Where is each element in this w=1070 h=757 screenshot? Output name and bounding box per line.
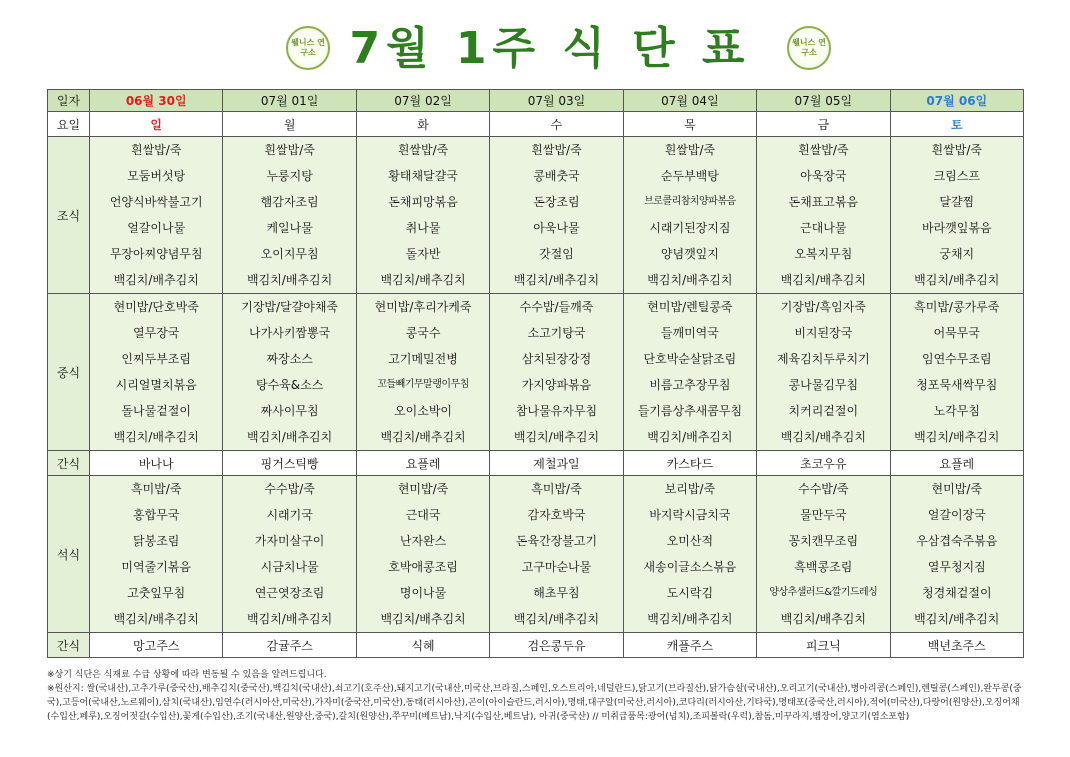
menu-table [47, 89, 1024, 658]
meal-item: 나가사키짬뽕국 [249, 326, 331, 340]
lunch-cell [490, 294, 623, 451]
meal-item: 크림스프 [933, 169, 980, 183]
meal-item: 미역줄기볶음 [121, 560, 191, 574]
day-cell: 일 [90, 112, 223, 137]
meal-item: 돌자반 [405, 247, 441, 261]
meal-item: 근대국 [405, 508, 441, 522]
meal-item: 양상추샐러드&깔기드레싱 [769, 587, 878, 598]
meal-item-list [891, 294, 1023, 450]
breakfast-cell [890, 137, 1023, 294]
meal-item: 시래기된장지짐 [649, 221, 731, 235]
meal-item: 궁채지 [939, 247, 975, 261]
meal-item-list [891, 137, 1023, 293]
meal-item: 오미산적 [666, 534, 714, 548]
footnote-disclaimer: ※상기 식단은 식재료 수급 상황에 따라 변동될 수 있음을 알려드립니다. [47, 670, 327, 680]
date-cell: 06월 30일 [90, 90, 223, 112]
meal-item-list [624, 294, 756, 450]
meal-item: 단호박순살닭조림 [643, 352, 737, 366]
meal-item: 호박애콩조림 [388, 560, 458, 574]
footnotes [47, 668, 1024, 724]
meal-item: 오이소박이 [394, 404, 453, 418]
meal-item: 백김치/배추김치 [513, 430, 600, 444]
meal-item: 황태채달걀국 [388, 169, 458, 183]
meal-item-list [90, 294, 222, 450]
date-row-label: 일자 [48, 90, 90, 112]
meal-item: 백김치/배추김치 [780, 430, 866, 444]
meal-item: 돌나물겉절이 [121, 404, 191, 418]
day-cell: 토 [890, 112, 1023, 137]
meal-item: 백김치/배추김치 [380, 273, 466, 287]
meal-item-list [891, 476, 1023, 632]
date-cell: 07월 03일 [490, 90, 623, 112]
meal-item: 백김치/배추김치 [647, 273, 733, 287]
snack-cell: 백년초주스 [890, 633, 1023, 658]
meal-item: 백김치/배추김치 [780, 612, 866, 626]
meal-item: 고기메밀전병 [388, 352, 458, 366]
day-cell: 금 [757, 112, 890, 137]
meal-item: 순두부백탕 [660, 169, 719, 183]
lunch-cell [757, 294, 890, 451]
meal-item: 들기름상추새콤무침 [637, 404, 743, 418]
meal-item: 치커리겉절이 [788, 404, 859, 418]
meal-item: 시금치나물 [260, 560, 319, 574]
meal-item: 브로콜리참치양파볶음 [644, 196, 736, 207]
meal-item: 백김치/배추김치 [247, 612, 333, 626]
meal-item: 들깨미역국 [660, 326, 719, 340]
meal-item: 햄감자조림 [260, 195, 319, 209]
meal-item: 삼치된장강정 [521, 352, 592, 366]
meal-item-list [357, 137, 489, 293]
meal-item: 바라깻잎볶음 [921, 221, 992, 235]
meal-item: 도시락김 [666, 586, 714, 600]
snack-cell: 요플레 [890, 451, 1023, 476]
lunch-cell [90, 294, 223, 451]
dinner-cell [90, 476, 223, 633]
meal-item: 백김치/배추김치 [647, 430, 733, 444]
meal-item: 비름고추장무침 [649, 378, 731, 392]
meal-item: 탕수육&소스 [255, 378, 324, 392]
snack-cell: 카스타드 [623, 451, 756, 476]
meal-item: 현미밥/후리가케죽 [374, 300, 472, 314]
snack-row-1 [48, 451, 1024, 476]
meal-item: 흰쌀밥/죽 [531, 143, 582, 157]
day-cell: 수 [490, 112, 623, 137]
meal-item: 백김치/배추김치 [113, 612, 199, 626]
meal-item: 물만두국 [800, 508, 847, 522]
meal-item-list [490, 294, 622, 450]
meal-item: 얼갈이장국 [927, 508, 986, 522]
meal-item-list [90, 476, 222, 632]
meal-item: 시리얼멸치볶음 [115, 378, 197, 392]
meal-item: 현미밥/단호박죽 [113, 300, 199, 314]
snack-cell: 요플레 [356, 451, 489, 476]
meal-item: 고춧잎무침 [127, 586, 186, 600]
meal-item: 짜사이무침 [260, 404, 319, 418]
logo-left [286, 26, 330, 70]
meal-item: 수수밥/들깨죽 [519, 300, 594, 314]
meal-item-list [490, 476, 622, 632]
meal-item: 꽁치캔무조림 [788, 534, 859, 548]
snack-cell: 망고주스 [90, 633, 223, 658]
snack-label: 간식 [48, 451, 90, 476]
snack-cell: 바나나 [90, 451, 223, 476]
meal-item: 오복지무침 [794, 247, 853, 261]
breakfast-cell [757, 137, 890, 294]
meal-item: 어묵무국 [933, 326, 980, 340]
breakfast-cell [490, 137, 623, 294]
meal-item: 아욱장국 [800, 169, 847, 183]
meal-item: 모둠버섯탕 [127, 169, 186, 183]
meal-item: 열무청지짐 [927, 560, 986, 574]
breakfast-cell [223, 137, 356, 294]
meal-item: 열무장국 [133, 326, 180, 340]
meal-item: 백김치/배추김치 [914, 273, 1000, 287]
meal-item: 고구마순나물 [521, 560, 592, 574]
date-cell: 07월 05일 [757, 90, 890, 112]
date-row [48, 90, 1024, 112]
page-title: 7월 1주 식 단 표 [349, 23, 751, 74]
meal-item: 백김치/배추김치 [513, 273, 600, 287]
lunch-label: 중식 [48, 294, 90, 451]
meal-item: 흑미밥/죽 [531, 482, 582, 496]
meal-item: 가자미살구이 [254, 534, 325, 548]
meal-item: 수수밥/죽 [798, 482, 849, 496]
meal-item: 기장밥/달걀야채죽 [241, 300, 339, 314]
meal-item: 제육김치두루치기 [776, 352, 870, 366]
meal-item-list [757, 294, 889, 450]
meal-item: 돈육간장불고기 [515, 534, 598, 548]
lunch-row [48, 294, 1024, 451]
meal-item: 소고기탕국 [527, 326, 586, 340]
snack-row-2 [48, 633, 1024, 658]
meal-item: 흑미밥/콩가루죽 [914, 300, 1000, 314]
meal-item-list [223, 137, 355, 293]
meal-item: 흑미밥/죽 [131, 482, 182, 496]
meal-item-list [624, 137, 756, 293]
meal-item: 백김치/배추김치 [914, 430, 1000, 444]
meal-item: 양념깻잎지 [660, 247, 719, 261]
meal-item: 돈장조림 [533, 195, 580, 209]
lunch-cell [890, 294, 1023, 451]
date-cell: 07월 01일 [223, 90, 356, 112]
meal-item: 아욱나물 [533, 221, 580, 235]
meal-item-list [223, 294, 355, 450]
meal-item: 갓절임 [539, 247, 574, 261]
meal-item: 무장아찌양념무침 [109, 247, 203, 261]
breakfast-cell [90, 137, 223, 294]
meal-item: 흰쌀밥/죽 [264, 143, 315, 157]
breakfast-row [48, 137, 1024, 294]
day-row [48, 112, 1024, 137]
meal-item: 근대나물 [800, 221, 847, 235]
meal-item: 백김치/배추김치 [380, 430, 466, 444]
meal-item-list [757, 476, 889, 632]
meal-item: 감자호박국 [527, 508, 586, 522]
footnote-origin: ※원산지: 쌀(국내산),고추가루(중국산),배추김치(중국산),백김치(국내산),쇠고기(호주산),돼지고기(국내산,미국산,브라질,스페인,오스트리아,네덜란드),닭고기(브라질산),닭가슴살(국내산),오리고기(국내산),병아리콩(스페인),렌틸콩(스페인),완두콩(중국),고등어(국내산,노르웨이),삼치(국내산),임연수(러시아산,미국산),가자미(중국산,미국산),동태(러시아산),곤이(아이슬란드,러시아),명태,대구알(미국산,러시아),코다리(러시아산,기타국),명태포(중국산,러시아),적어(미국산),다랑어(원양산),오징어채(수입산,페루),오징어젓갈(수입산),꽃게(수입산),조기(국내산,원양산,중국),갈치(원양산),쭈꾸미(베트남),낙지(수입산,베트남), 아귀(중국산) // 미취급품목:광어(넙치),조피볼락(우럭),참돔,미꾸라지,뱀장어,양고기(염소포함) [47, 684, 1022, 722]
lunch-cell [623, 294, 756, 451]
meal-item: 백김치/배추김치 [113, 273, 199, 287]
meal-item: 꼬들빼기무말랭이무침 [377, 379, 469, 390]
meal-item: 백김치/배추김치 [380, 612, 466, 626]
meal-item: 돈채표고볶음 [788, 195, 859, 209]
meal-item-list [757, 137, 889, 293]
meal-item: 참나물유자무침 [515, 404, 598, 418]
meal-item: 백김치/배추김치 [247, 430, 333, 444]
meal-item-list [624, 476, 756, 632]
meal-item: 명이나물 [399, 586, 447, 600]
meal-item: 흰쌀밥/죽 [798, 143, 849, 157]
meal-item: 돈채피망볶음 [388, 195, 458, 209]
dinner-row [48, 476, 1024, 633]
meal-item-list [223, 476, 355, 632]
meal-item: 연근엿장조림 [254, 586, 325, 600]
meal-item: 백김치/배추김치 [647, 612, 733, 626]
meal-item: 백김치/배추김치 [914, 612, 1000, 626]
day-row-label: 요일 [48, 112, 90, 137]
breakfast-cell [356, 137, 489, 294]
meal-item: 흰쌀밥/죽 [931, 143, 982, 157]
meal-item: 청경채겉절이 [921, 586, 992, 600]
dinner-cell [490, 476, 623, 633]
meal-item: 가지양파볶음 [521, 378, 592, 392]
meal-item: 케일나물 [266, 221, 313, 235]
breakfast-cell [623, 137, 756, 294]
snack-cell: 검은콩두유 [490, 633, 623, 658]
meal-item: 현미밥/죽 [397, 482, 449, 496]
snack-label: 간식 [48, 633, 90, 658]
snack-cell: 캐플주스 [623, 633, 756, 658]
meal-item: 콩국수 [405, 326, 441, 340]
meal-item: 언양식바싹불고기 [109, 195, 203, 209]
meal-item: 해초무침 [533, 586, 580, 600]
meal-item-list [357, 294, 489, 450]
meal-item: 백김치/배추김치 [780, 273, 866, 287]
meal-item: 노각무침 [933, 404, 980, 418]
logo-text: 웰니스 연구소 [291, 38, 325, 57]
meal-item: 기장밥/흑임자죽 [780, 300, 866, 314]
snack-cell: 제철과일 [490, 451, 623, 476]
day-cell: 화 [356, 112, 489, 137]
meal-item: 바지락시금치국 [649, 508, 731, 522]
meal-item: 누룽지탕 [266, 169, 313, 183]
meal-item: 수수밥/죽 [264, 482, 315, 496]
meal-item: 백김치/배추김치 [113, 430, 199, 444]
meal-item: 짜장소스 [266, 352, 313, 366]
meal-item: 새송이글소스볶음 [643, 560, 737, 574]
snack-cell: 감귤주스 [223, 633, 356, 658]
meal-item: 얼갈이나물 [127, 221, 186, 235]
date-cell: 07월 02일 [356, 90, 489, 112]
meal-item: 임연수무조림 [921, 352, 992, 366]
meal-item: 취나물 [405, 221, 441, 235]
meal-item: 홍합무국 [133, 508, 180, 522]
date-cell: 07월 04일 [623, 90, 756, 112]
dinner-cell [223, 476, 356, 633]
snack-cell: 피크닉 [757, 633, 890, 658]
meal-item: 콩배춧국 [533, 169, 580, 183]
meal-item: 청포묵새싹무침 [916, 378, 998, 392]
meal-item-list [357, 476, 489, 632]
meal-item: 현미밥/죽 [931, 482, 982, 496]
meal-item: 흰쌀밥/죽 [664, 143, 716, 157]
meal-item: 난자완스 [399, 534, 447, 548]
lunch-cell [356, 294, 489, 451]
dinner-cell [757, 476, 890, 633]
meal-item: 콩나물김무침 [788, 378, 859, 392]
meal-item-list [490, 137, 622, 293]
lunch-cell [223, 294, 356, 451]
meal-item: 백김치/배추김치 [513, 612, 600, 626]
meal-item: 오이지무침 [260, 247, 319, 261]
meal-item-list [90, 137, 222, 293]
snack-cell: 초코우유 [757, 451, 890, 476]
meal-item: 흰쌀밥/죽 [131, 143, 182, 157]
breakfast-label: 조식 [48, 137, 90, 294]
dinner-cell [356, 476, 489, 633]
meal-item: 인찌두부조림 [121, 352, 191, 366]
meal-item: 시래기국 [266, 508, 313, 522]
dinner-label: 석식 [48, 476, 90, 633]
meal-item: 보리밥/죽 [664, 482, 716, 496]
date-cell: 07월 06일 [890, 90, 1023, 112]
day-cell: 목 [623, 112, 756, 137]
snack-cell: 식혜 [356, 633, 489, 658]
meal-item: 흰쌀밥/죽 [397, 143, 449, 157]
dinner-cell [890, 476, 1023, 633]
snack-cell: 핑거스틱빵 [223, 451, 356, 476]
meal-item: 흑백콩조림 [794, 560, 853, 574]
logo-text: 웰니스 연구소 [792, 38, 826, 57]
logo-right [787, 26, 831, 70]
meal-item: 우삼겹숙주볶음 [916, 534, 998, 548]
dinner-cell [623, 476, 756, 633]
meal-item: 비지된장국 [794, 326, 853, 340]
meal-item: 닭봉조림 [133, 534, 180, 548]
meal-item: 달걀찜 [939, 195, 975, 209]
day-cell: 월 [223, 112, 356, 137]
meal-item: 현미밥/렌틸콩죽 [647, 300, 733, 314]
meal-item: 백김치/배추김치 [247, 273, 333, 287]
